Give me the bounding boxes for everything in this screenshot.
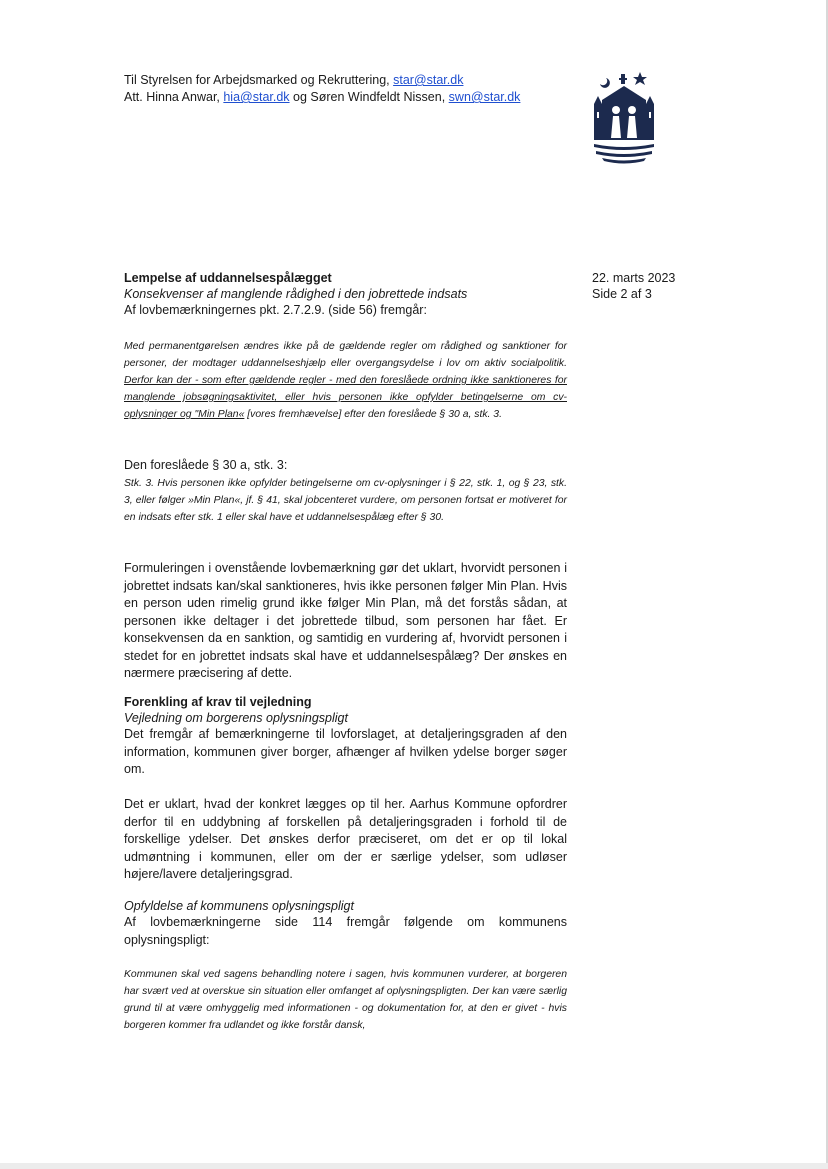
page-number: Side 2 af 3 bbox=[592, 287, 652, 301]
paragraph: Af lovbemærkningerne side 114 fremgår følgende om kommunens oplysningspligt: bbox=[124, 915, 567, 947]
recipient-line-2 bbox=[124, 89, 520, 106]
quote-emphasis: Derfor kan der - som efter gældende regler - med den foreslåede ordning ikke sanktioneres for manglende jobsøgningsaktivitet, eller hvis personen ikke opfylder betingelserne om cv-oplysninger og "Min Plan« bbox=[124, 375, 567, 420]
document-date: 22. marts 2023 bbox=[592, 271, 676, 285]
paragraph: Det fremgår af bemærkningerne til lovforslaget, at detaljeringsgraden af den information, kommunen giver borger, afhænger af hvilken ydelse borger søger om. bbox=[124, 727, 567, 776]
recipient-text: Att. Hinna Anwar, bbox=[124, 90, 224, 104]
recipient-block bbox=[124, 72, 520, 106]
section-subtitle: Vejledning om borgerens oplysningspligt bbox=[124, 711, 348, 725]
intro-text: Af lovbemærkningernes pkt. 2.7.2.9. (side 56) fremgår: bbox=[124, 303, 427, 317]
section-title: Lempelse af uddannelsespålægget bbox=[124, 271, 332, 285]
section-guidance bbox=[124, 694, 567, 779]
recipient-text: Til Styrelsen for Arbejdsmarked og Rekruttering, bbox=[124, 73, 394, 87]
quote-text bbox=[124, 338, 567, 423]
email-link-star[interactable]: star@star.dk bbox=[393, 73, 464, 87]
email-link-swn[interactable]: swn@star.dk bbox=[448, 90, 521, 104]
recipient-line-1 bbox=[124, 72, 520, 89]
quote-block bbox=[124, 338, 567, 423]
email-link-hia[interactable]: hia@star.dk bbox=[223, 90, 290, 104]
quote-plain: Med permanentgørelsen ændres ikke på de gældende regler om rådighed og sanktioner for personer, der modtager uddannelseshjælp eller overgangsydelse i lov om aktiv socialpolitik. bbox=[124, 341, 567, 369]
subsection-obligation bbox=[124, 898, 567, 949]
comment-block bbox=[124, 560, 567, 683]
subsection-title: Opfyldelse af kommunens oplysningspligt bbox=[124, 899, 354, 913]
section-relaxation bbox=[124, 270, 567, 320]
paragraph-block bbox=[124, 796, 567, 884]
law-text: Stk. 3. Hvis personen ikke opfylder betingelserne om cv-oplysninger i § 22, stk. 1, og § 23, stk. 3, eller følger »Min Plan«, jf. § 41, skal jobcenteret vurdere, om personen fortsat er motiveret for en indsats efter stk. 1 eller skal have et uddannelsespålæg efter § 30. bbox=[124, 477, 567, 523]
document-meta bbox=[592, 270, 675, 302]
page-bottom-edge bbox=[0, 1163, 828, 1169]
aarhus-coat-of-arms-icon bbox=[588, 70, 660, 166]
quote-text: Kommunen skal ved sagens behandling notere i sagen, hvis kommunen vurderer, at borgeren har svært ved at overskue sin situation eller omfanget af oplysningspligten. Der kan være særlig grund til at være omhyggelig med informationen - og dokumentation for, at den er givet - hvis borgeren kommer fra udlandet og ikke forstår dansk, bbox=[124, 969, 567, 1031]
law-block bbox=[124, 457, 567, 526]
recipient-text: og Søren Windfeldt Nissen, bbox=[289, 90, 449, 104]
section-title: Forenkling af krav til vejledning bbox=[124, 695, 312, 709]
section-subtitle: Konsekvenser af manglende rådighed i den jobrettede indsats bbox=[124, 287, 468, 301]
comment-paragraph: Formuleringen i ovenstående lovbemærkning gør det uklart, hvorvidt personen i jobrettet indsats kan/skal sanktioneres, hvis ikke personen følger Min Plan. Hvis en person uden rimelig grund ikke følger Min Plan, må det forstås sådan, at personen ikke deltager i det jobrettede tilbud, som personen har fået. Er konsekvensen da en sanktion, og samtidig en vurdering af, hvorvidt personen i stedet for en jobrettet indsats skal have et uddannelsespålæg? Der ønskes en nærmere præcisering af dette. bbox=[124, 561, 567, 680]
quote-block-2 bbox=[124, 966, 567, 1034]
law-heading: Den foreslåede § 30 a, stk. 3: bbox=[124, 458, 288, 472]
quote-tail: [vores fremhævelse] efter den foreslåede § 30 a, stk. 3. bbox=[244, 409, 502, 420]
paragraph: Det er uklart, hvad der konkret lægges op til her. Aarhus Kommune opfordrer derfor til en uddybning af forskellen på detaljeringsgraden i forhold til de forskellige ydelser. Det ønskes derfor præciseret, om det er op til lokal udmøntning i kommunen, eller om der er særlige ydelser, som udløser højere/lavere detaljeringsgrad. bbox=[124, 797, 567, 881]
